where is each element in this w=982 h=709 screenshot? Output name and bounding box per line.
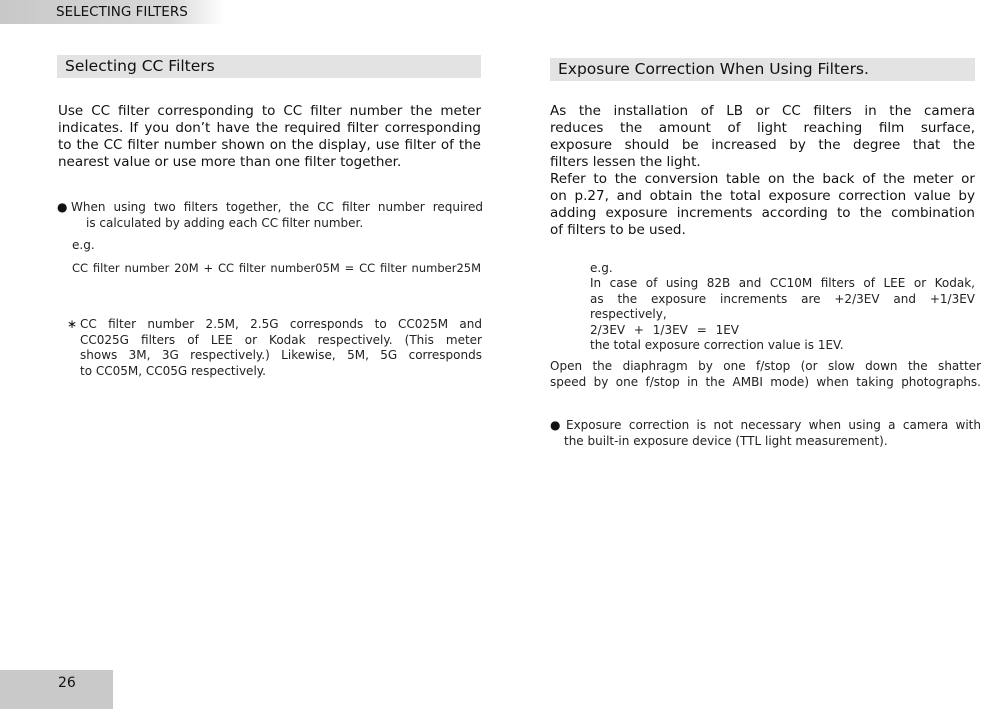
left-bullet-note — [71, 200, 483, 231]
right-bullet-line: Exposure correction is not necessary when using a camera with — [566, 418, 981, 432]
section-header-tab — [0, 0, 225, 24]
left-asterisk-note — [80, 317, 482, 379]
left-note-line: to CC05M, CC05G respectively. — [80, 363, 266, 378]
right-eg-line: the total exposure correction value is 1EV. — [590, 338, 844, 352]
left-intro-line: nearest value or use more than one filter together. — [58, 154, 402, 170]
left-note-line: CC filter number 2.5M, 2.5G corresponds to CC025M and — [80, 317, 482, 331]
page-number: 26 — [58, 675, 76, 691]
section-header-label: SELECTING FILTERS — [56, 4, 188, 20]
right-eg-label: e.g. — [590, 261, 613, 275]
right-intro-line: reduces the amount of light reaching film surface, — [550, 120, 975, 136]
left-eg-formula-text: CC filter number 20M + CC filter number05M = CC filter number25M — [72, 261, 481, 275]
left-note-line: shows 3M, 3G respectively.) Likewise, 5M, 5G corresponds — [80, 348, 482, 362]
left-intro-paragraph — [58, 103, 481, 171]
left-eg-label: e.g. — [72, 238, 95, 252]
left-note-line: CC025G filters of LEE or Kodak respectively. (This meter — [80, 332, 482, 347]
asterisk-icon: ∗ — [67, 317, 78, 331]
left-eg-formula — [72, 261, 481, 277]
left-section-title: Selecting CC Filters — [57, 55, 481, 78]
right-eg-block — [590, 276, 975, 354]
left-bullet-line: When using two filters together, the CC filter number required — [71, 200, 483, 214]
right-eg-line: 2/3EV + 1/3EV = 1EV — [590, 322, 739, 337]
right-intro-line: filters lessen the light. — [550, 154, 701, 170]
right-intro-paragraph — [550, 103, 975, 239]
right-eg-line: as the exposure increments are +2/3EV and +1/3EV — [590, 291, 975, 306]
right-open-paragraph — [550, 359, 981, 390]
left-intro-line: Use CC filter corresponding to CC filter number the meter — [58, 103, 481, 119]
right-bullet-note — [566, 418, 981, 449]
left-intro-line: to the CC filter number shown on the display, use filter of the — [58, 137, 481, 153]
right-section-title: Exposure Correction When Using Filters. — [550, 58, 975, 81]
right-intro-line: exposure should be increased by the degree that the — [550, 137, 975, 153]
bullet-icon: ● — [57, 200, 68, 214]
bullet-icon: ● — [550, 418, 561, 432]
page-number-tab — [0, 670, 113, 709]
right-intro-line: Refer to the conversion table on the back of the meter or — [550, 171, 975, 187]
right-intro-line: of filters to be used. — [550, 222, 686, 238]
right-intro-line: adding exposure increments according to the combination — [550, 205, 975, 221]
right-eg-line: respectively, — [590, 307, 667, 321]
right-open-line: speed by one f/stop in the AMBI mode) when taking photographs. — [550, 374, 981, 389]
left-intro-line: indicates. If you don’t have the required filter corresponding — [58, 120, 481, 136]
right-intro-line: As the installation of LB or CC filters in the camera — [550, 103, 975, 119]
right-eg-line: In case of using 82B and CC10M filters of LEE or Kodak, — [590, 276, 975, 290]
right-open-line: Open the diaphragm by one f/stop (or slow down the shatter — [550, 359, 981, 373]
right-intro-line: on p.27, and obtain the total exposure correction value by — [550, 188, 975, 204]
left-bullet-line: is calculated by adding each CC filter number. — [86, 215, 364, 230]
right-bullet-line: the built-in exposure device (TTL light measurement). — [564, 433, 888, 448]
